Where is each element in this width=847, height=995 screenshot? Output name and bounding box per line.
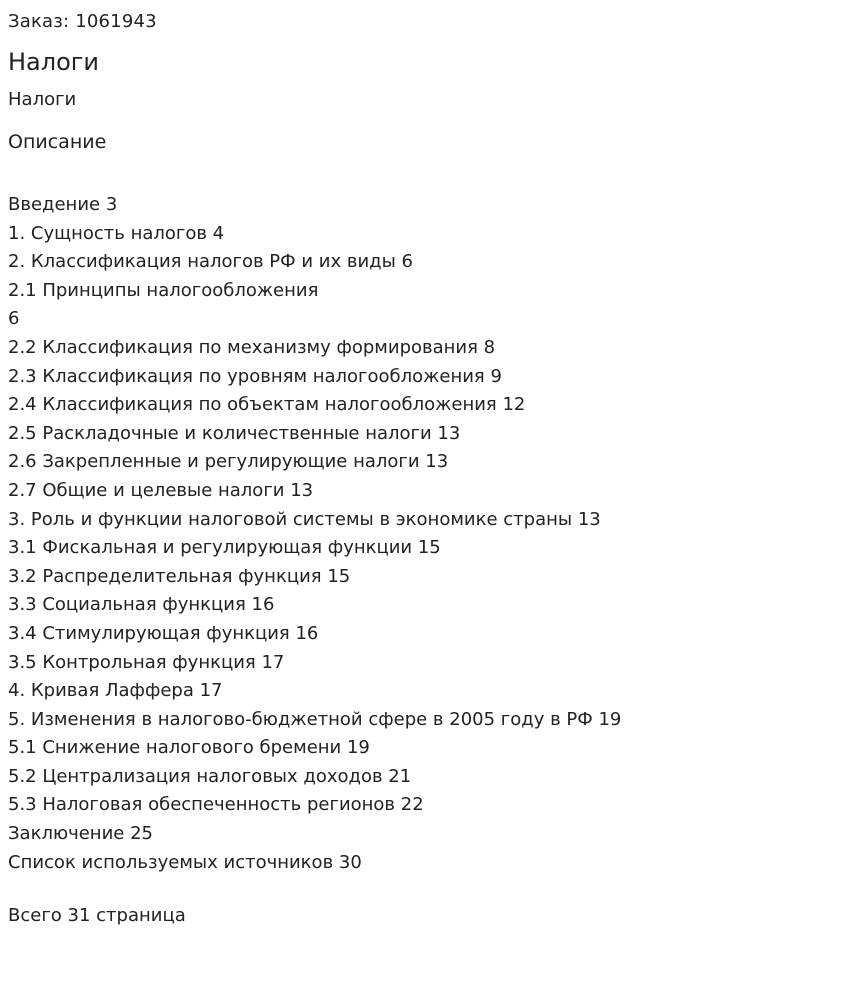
toc-item: 3.1 Фискальная и регулирующая функции 15 xyxy=(8,537,441,559)
toc-item: 2.1 Принципы налогообложения xyxy=(8,279,319,301)
toc-item: 3.3 Социальная функция 16 xyxy=(8,594,275,616)
toc-item: Список используемых источников 30 xyxy=(8,851,362,873)
toc-item: 2.6 Закрепленные и регулирующие налоги 13 xyxy=(8,451,449,473)
table-of-contents xyxy=(8,191,621,877)
toc-item: 3.5 Контрольная функция 17 xyxy=(8,651,285,673)
toc-item: 4. Кривая Лаффера 17 xyxy=(8,680,223,702)
toc-item: Заключение 25 xyxy=(8,823,153,845)
toc-item: 5.3 Налоговая обеспеченность регионов 22 xyxy=(8,794,424,816)
toc-item: 6 xyxy=(8,308,20,330)
toc-item: 3.2 Распределительная функция 15 xyxy=(8,565,351,587)
toc-item: 1. Сущность налогов 4 xyxy=(8,222,225,244)
page-subtitle: Налоги xyxy=(8,89,77,110)
toc-item: 2.7 Общие и целевые налоги 13 xyxy=(8,479,314,501)
toc-item: Введение 3 xyxy=(8,194,118,215)
toc-item: 2. Классификация налогов РФ и их виды 6 xyxy=(8,251,414,273)
toc-item: 2.2 Классификация по механизму формирования 8 xyxy=(8,336,496,358)
toc-item: 2.4 Классификация по объектам налогообложения 12 xyxy=(8,394,526,416)
order-number: Заказ: 1061943 xyxy=(8,11,157,32)
toc-item: 3.4 Стимулирующая функция 16 xyxy=(8,622,319,644)
toc-item: 5. Изменения в налогово-бюджетной сфере в 2005 году в РФ 19 xyxy=(8,708,622,730)
page-title: Налоги xyxy=(8,48,99,76)
total-pages: Всего 31 страница xyxy=(8,905,186,926)
toc-item: 5.2 Централизация налоговых доходов 21 xyxy=(8,765,412,787)
toc-item: 5.1 Снижение налогового бремени 19 xyxy=(8,737,370,759)
toc-item: 2.5 Раскладочные и количественные налоги 13 xyxy=(8,422,461,444)
toc-item: 3. Роль и функции налоговой системы в экономике страны 13 xyxy=(8,508,601,530)
description-heading: Описание xyxy=(8,131,107,153)
toc-item: 2.3 Классификация по уровням налогообложения 9 xyxy=(8,365,502,387)
